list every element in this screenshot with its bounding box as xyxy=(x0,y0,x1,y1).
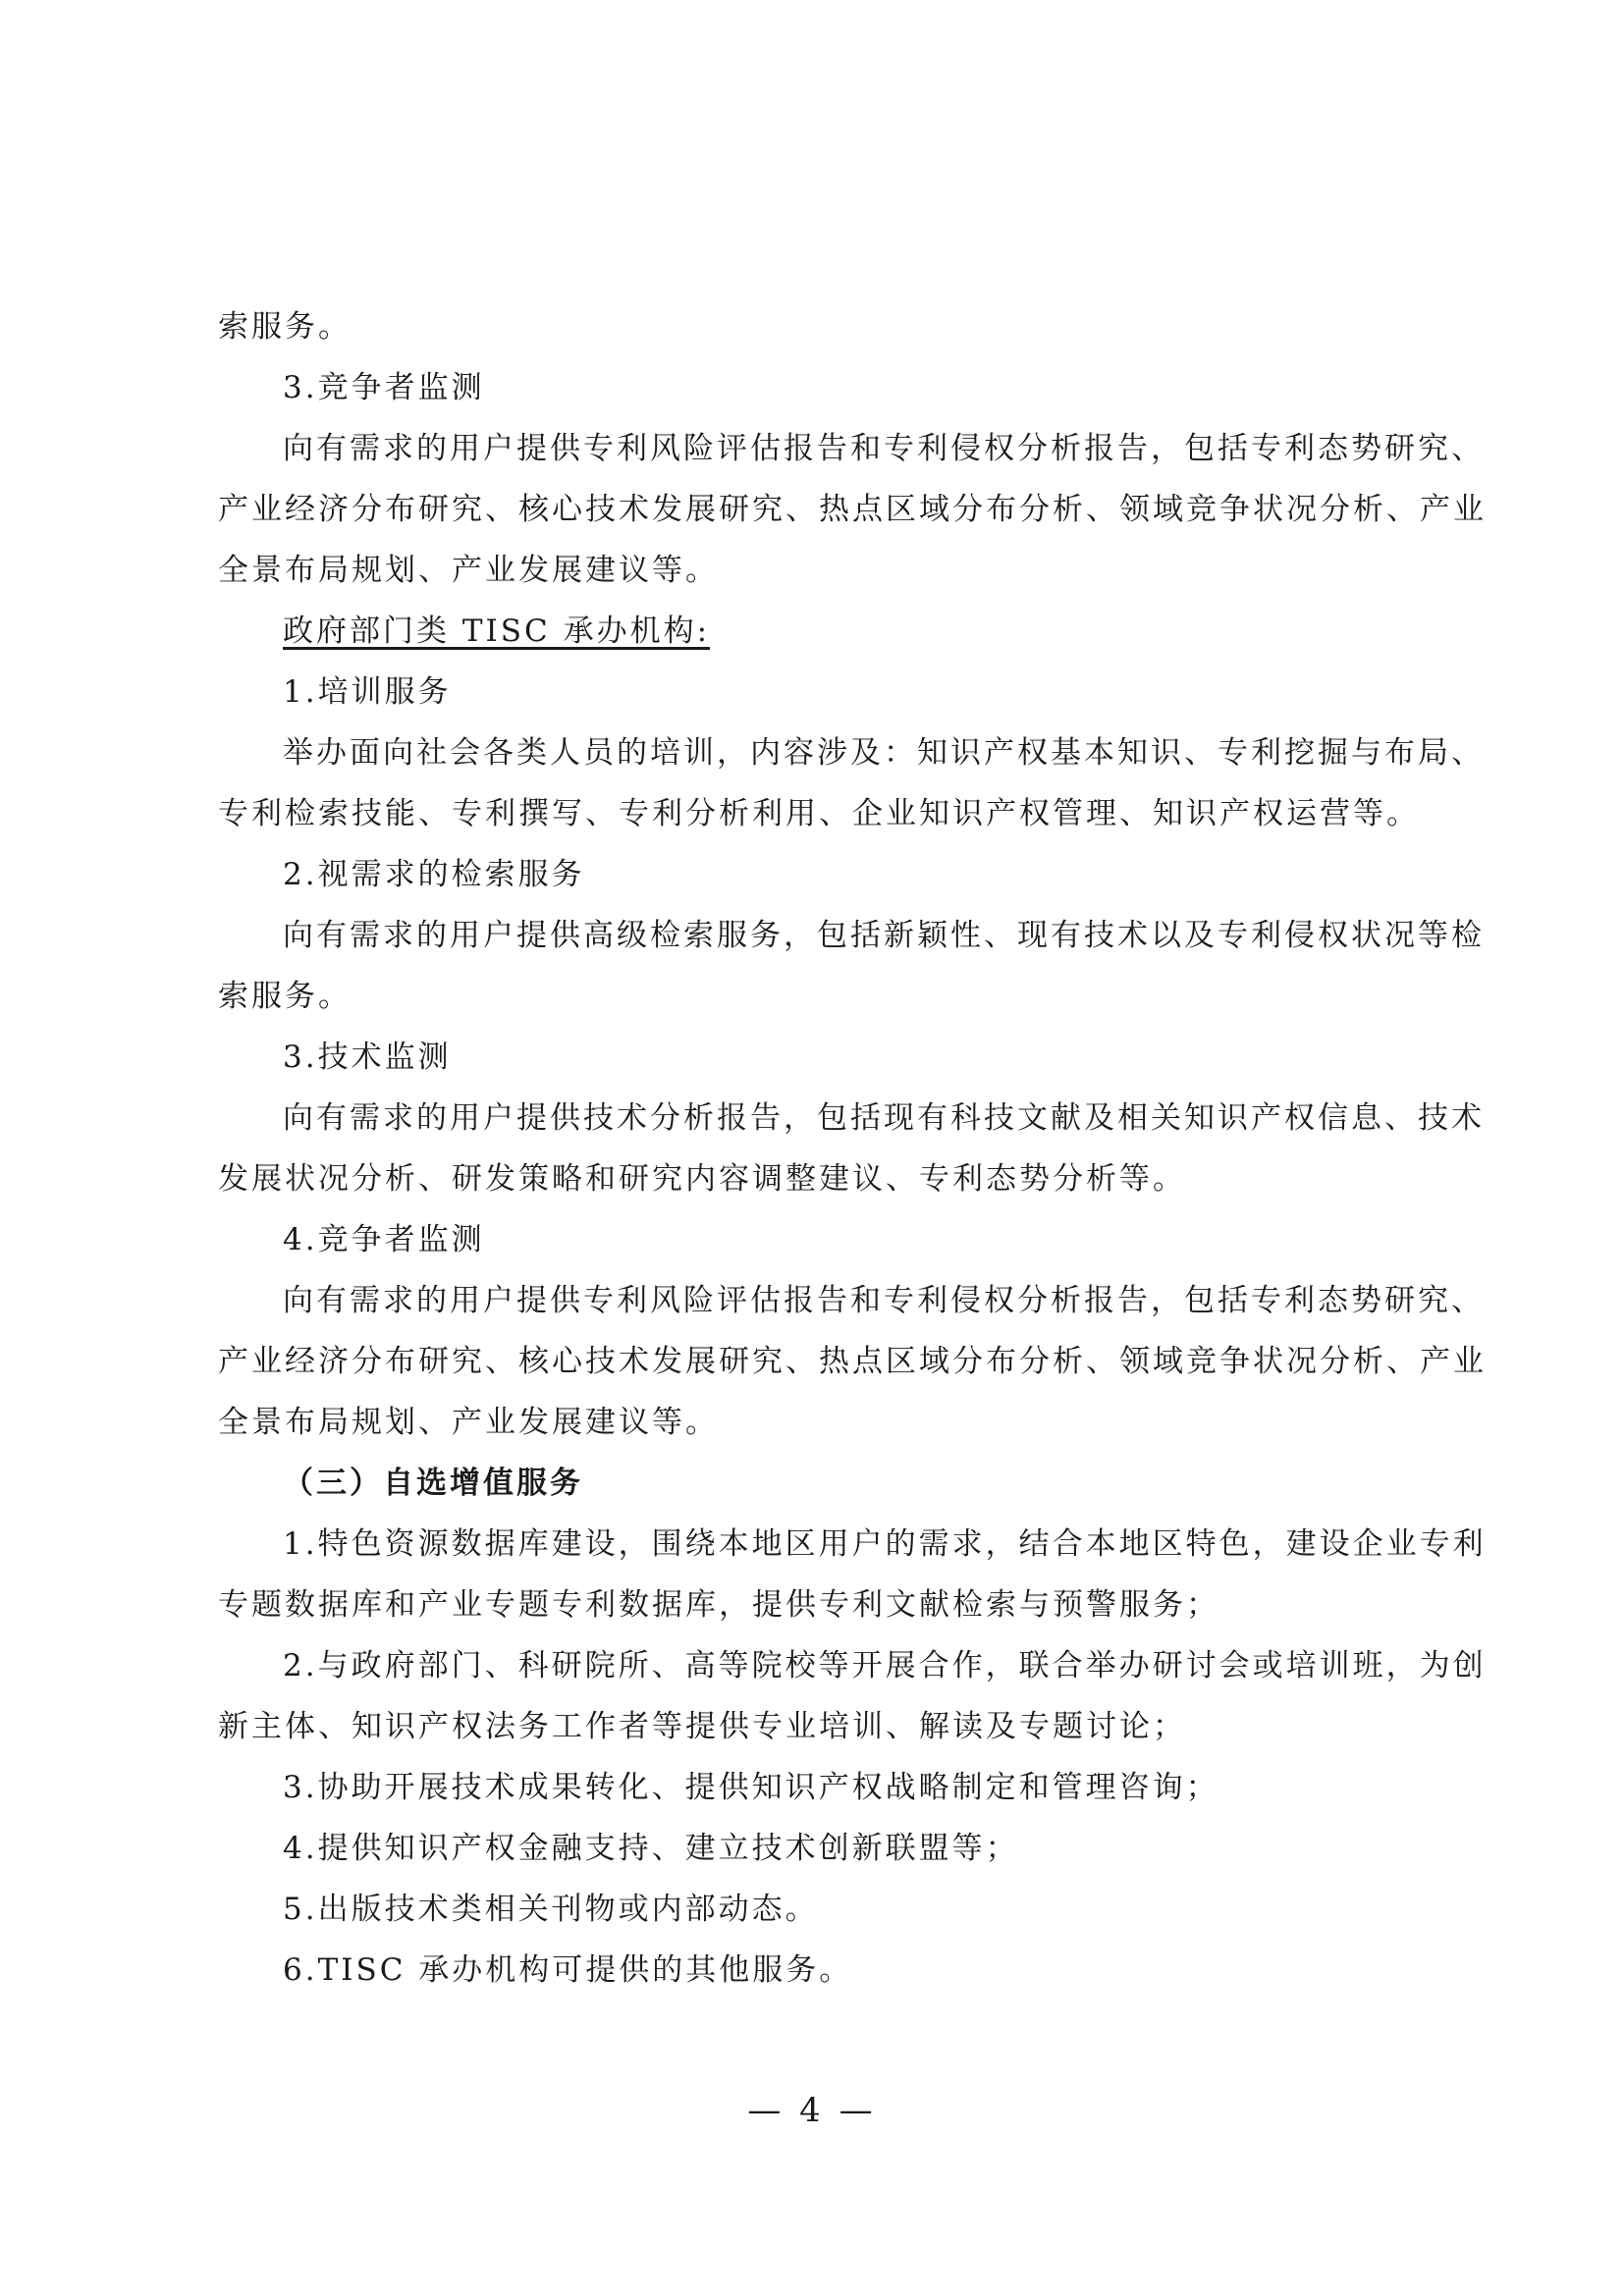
item-heading: 3.竞争者监测 xyxy=(283,370,485,405)
paragraph-line: 向有需求的用户提供专利风险评估报告和专利侵权分析报告，包括专利态势研究、 xyxy=(283,1283,1485,1318)
paragraph-line: 3.协助开展技术成果转化、提供知识产权战略制定和管理咨询； xyxy=(283,1770,1219,1805)
paragraph-line: 全景布局规划、产业发展建议等。 xyxy=(218,553,719,588)
paragraph-line: 4.提供知识产权金融支持、建立技术创新联盟等； xyxy=(283,1831,1019,1866)
paragraph-line: 2.与政府部门、科研院所、高等院校等开展合作，联合举办研讨会或培训班，为创 xyxy=(283,1648,1487,1683)
text-line: 索服务。 xyxy=(218,309,352,345)
section-subheading: 政府部门类 TISC 承办机构: xyxy=(283,614,711,649)
item-heading: 1.培训服务 xyxy=(283,674,452,710)
paragraph-line: 1.特色资源数据库建设，围绕本地区用户的需求，结合本地区特色，建设企业专利 xyxy=(283,1526,1487,1562)
paragraph-line: 产业经济分布研究、核心技术发展研究、热点区域分布分析、领域竞争状况分析、产业 xyxy=(218,492,1487,527)
paragraph-line: 全景布局规划、产业发展建议等。 xyxy=(218,1405,719,1440)
paragraph-line: 发展状况分析、研发策略和研究内容调整建议、专利态势分析等。 xyxy=(218,1161,1186,1197)
section-heading: （三）自选增值服务 xyxy=(283,1466,583,1501)
paragraph-line: 索服务。 xyxy=(218,979,352,1014)
paragraph-line: 向有需求的用户提供高级检索服务，包括新颖性、现有技术以及专利侵权状况等检 xyxy=(283,918,1485,953)
item-heading: 3.技术监测 xyxy=(283,1040,452,1075)
item-heading: 2.视需求的检索服务 xyxy=(283,857,585,892)
paragraph-line: 向有需求的用户提供技术分析报告，包括现有科技文献及相关知识产权信息、技术 xyxy=(283,1100,1485,1136)
paragraph-line: 产业经济分布研究、核心技术发展研究、热点区域分布分析、领域竞争状况分析、产业 xyxy=(218,1344,1487,1379)
paragraph-line: 向有需求的用户提供专利风险评估报告和专利侵权分析报告，包括专利态势研究、 xyxy=(283,431,1485,466)
paragraph-line: 6.TISC 承办机构可提供的其他服务。 xyxy=(283,1952,853,1988)
paragraph-line: 专利检索技能、专利撰写、专利分析利用、企业知识产权管理、知识产权运营等。 xyxy=(218,796,1420,831)
paragraph-line: 专题数据库和产业专题专利数据库，提供专利文献检索与预警服务； xyxy=(218,1587,1219,1623)
page-number: — 4 — xyxy=(747,2091,877,2130)
paragraph-line: 新主体、知识产权法务工作者等提供专业培训、解读及专题讨论； xyxy=(218,1709,1186,1744)
paragraph-line: 5.出版技术类相关刊物或内部动态。 xyxy=(283,1892,819,1927)
item-heading: 4.竞争者监测 xyxy=(283,1222,485,1257)
paragraph-line: 举办面向社会各类人员的培训，内容涉及：知识产权基本知识、专利挖掘与布局、 xyxy=(283,735,1485,771)
